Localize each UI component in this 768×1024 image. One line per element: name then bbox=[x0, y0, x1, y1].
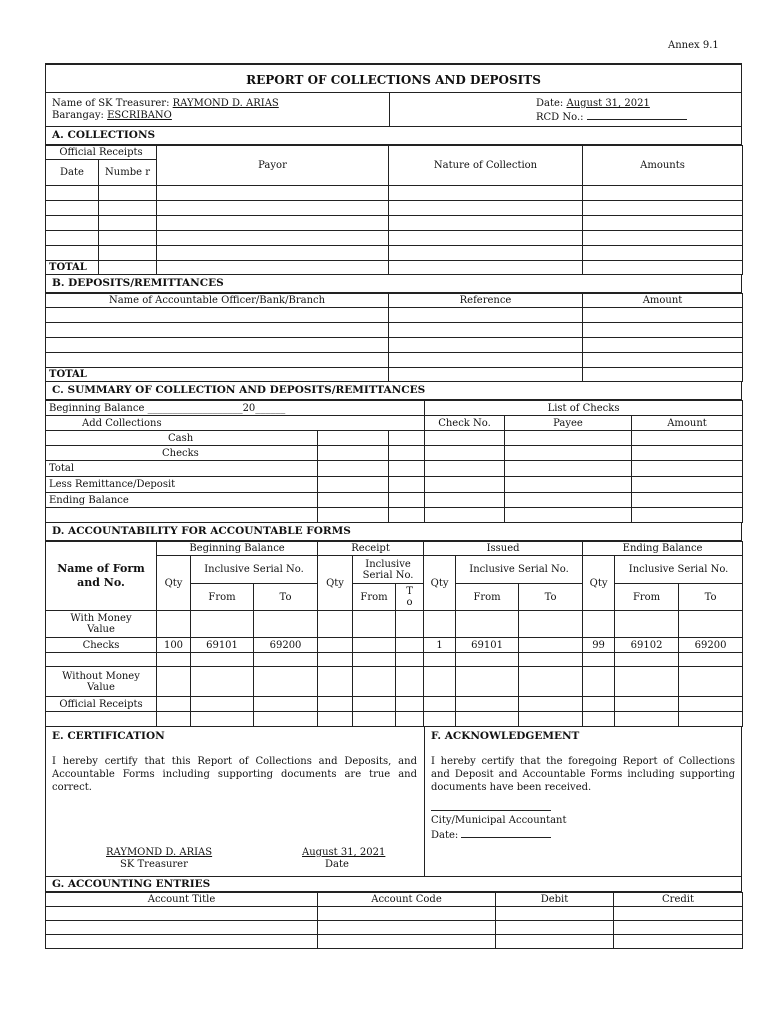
deposits-total-label: TOTAL bbox=[46, 368, 389, 382]
reference-header: Reference bbox=[389, 294, 583, 308]
acknowledgement-date-label: Date: bbox=[431, 830, 459, 841]
date-header: Date bbox=[46, 160, 99, 186]
treasurer-label: Name of SK Treasurer: bbox=[52, 98, 170, 109]
officer-header: Name of Accountable Officer/Bank/Branch bbox=[46, 294, 389, 308]
rcd-blank[interactable] bbox=[587, 110, 687, 120]
date-line bbox=[536, 98, 650, 109]
bb-qty: 100 bbox=[157, 638, 191, 653]
add-collections-label: Add Collections bbox=[46, 416, 425, 431]
nature-header: Nature of Collection bbox=[389, 146, 583, 186]
is-inclusive-header: Inclusive Serial No. bbox=[456, 556, 583, 584]
without-money-label: Without Money Value bbox=[46, 667, 157, 697]
collections-heading: A. COLLECTIONS bbox=[45, 127, 742, 145]
certification-heading: E. CERTIFICATION bbox=[52, 730, 165, 742]
payee-header: Payee bbox=[505, 416, 632, 431]
bb-qty-header: Qty bbox=[157, 556, 191, 611]
summary-table bbox=[45, 400, 743, 523]
is-to-header: To bbox=[519, 584, 583, 611]
check-no-header: Check No. bbox=[425, 416, 505, 431]
forms-heading: D. ACCOUNTABILITY FOR ACCOUNTABLE FORMS bbox=[45, 523, 742, 541]
header-info bbox=[45, 93, 742, 127]
summary-heading: C. SUMMARY OF COLLECTION AND DEPOSITS/REMITTANCES bbox=[45, 382, 742, 400]
list-of-checks-header: List of Checks bbox=[425, 401, 743, 416]
bb-to-header: To bbox=[254, 584, 318, 611]
treasurer-line bbox=[52, 98, 279, 109]
beginning-balance-line: Beginning Balance ___________________20______ bbox=[46, 401, 425, 416]
forms-table bbox=[45, 541, 743, 727]
is-from-header: From bbox=[456, 584, 519, 611]
check-amount-header: Amount bbox=[632, 416, 743, 431]
entries-table bbox=[45, 892, 743, 949]
official-receipts-header: Official Receipts bbox=[46, 146, 157, 160]
less-remittance-label: Less Remittance/Deposit bbox=[46, 477, 318, 493]
credit-header: Credit bbox=[614, 893, 743, 907]
checks-label: Checks bbox=[46, 446, 318, 461]
deposits-heading: B. DEPOSITS/REMITTANCES bbox=[45, 275, 742, 293]
account-code-header: Account Code bbox=[318, 893, 496, 907]
payor-header: Payor bbox=[157, 146, 389, 186]
eb-from-header: From bbox=[615, 584, 679, 611]
rc-qty-header: Qty bbox=[318, 556, 353, 611]
receipt-header: Receipt bbox=[318, 542, 424, 556]
certification-acknowledgement-box bbox=[45, 727, 742, 877]
eb-qty-header: Qty bbox=[583, 556, 615, 611]
summary-total-label: Total bbox=[46, 461, 318, 477]
beginning-balance-header: Beginning Balance bbox=[157, 542, 318, 556]
report-title: REPORT OF COLLECTIONS AND DEPOSITS bbox=[45, 63, 742, 93]
eb-to-header: To bbox=[679, 584, 743, 611]
certification-date-label: Date bbox=[325, 859, 349, 870]
checks-form-label: Checks bbox=[46, 638, 157, 653]
annex-label: Annex 9.1 bbox=[668, 40, 719, 51]
certification-signer: RAYMOND D. ARIAS bbox=[106, 847, 213, 858]
number-header: Numbe r bbox=[99, 160, 157, 186]
cash-label: Cash bbox=[46, 431, 318, 446]
is-from: 69101 bbox=[456, 638, 519, 653]
collections-table bbox=[45, 145, 743, 275]
collections-total-label: TOTAL bbox=[46, 261, 99, 275]
debit-header: Debit bbox=[496, 893, 614, 907]
certification-text: I hereby certify that this Report of Collections and Deposits, and Accountable Forms including supporting documents are true and correct. bbox=[52, 756, 417, 793]
certification-date: August 31, 2021 bbox=[302, 847, 386, 858]
barangay-label: Barangay: bbox=[52, 110, 104, 121]
account-title-header: Account Title bbox=[46, 893, 318, 907]
rc-inclusive-header: Inclusive Serial No. bbox=[353, 556, 424, 584]
rcd-line bbox=[536, 110, 687, 123]
entries-heading: G. ACCOUNTING ENTRIES bbox=[45, 877, 742, 892]
is-qty-header: Qty bbox=[424, 556, 456, 611]
bb-to: 69200 bbox=[254, 638, 318, 653]
report-form bbox=[45, 63, 742, 949]
acknowledgement-heading: F. ACKNOWLEDGEMENT bbox=[431, 730, 580, 742]
name-of-form-header: Name of Form and No. bbox=[46, 542, 157, 611]
acknowledgement-date-blank[interactable] bbox=[461, 828, 551, 838]
bb-inclusive-header: Inclusive Serial No. bbox=[191, 556, 318, 584]
bb-from-header: From bbox=[191, 584, 254, 611]
barangay-line bbox=[52, 110, 172, 121]
eb-qty: 99 bbox=[583, 638, 615, 653]
rcd-label: RCD No.: bbox=[536, 112, 584, 123]
accountant-label: City/Municipal Accountant bbox=[431, 815, 567, 826]
with-money-label: With Money Value bbox=[46, 611, 157, 638]
checks-form-row bbox=[46, 638, 743, 653]
deposit-amount-header: Amount bbox=[583, 294, 743, 308]
rc-to-header: T o bbox=[396, 584, 424, 611]
official-receipts-form-label: Official Receipts bbox=[46, 697, 157, 712]
rc-from-header: From bbox=[353, 584, 396, 611]
ending-balance-header: Ending Balance bbox=[583, 542, 743, 556]
is-qty: 1 bbox=[424, 638, 456, 653]
barangay-name: ESCRIBANO bbox=[107, 110, 172, 121]
deposits-table bbox=[45, 293, 743, 382]
date-value: August 31, 2021 bbox=[566, 98, 650, 109]
eb-inclusive-header: Inclusive Serial No. bbox=[615, 556, 743, 584]
accountant-signature-line[interactable] bbox=[431, 809, 551, 811]
bb-from: 69101 bbox=[191, 638, 254, 653]
eb-to: 69200 bbox=[679, 638, 743, 653]
eb-from: 69102 bbox=[615, 638, 679, 653]
issued-header: Issued bbox=[424, 542, 583, 556]
acknowledgement-text: I hereby certify that the foregoing Report of Collections and Deposit and Accountable Forms including supporting documents have been received. bbox=[431, 756, 735, 793]
certification-signer-title: SK Treasurer bbox=[120, 859, 188, 870]
treasurer-name: RAYMOND D. ARIAS bbox=[172, 98, 279, 109]
ending-balance-label: Ending Balance bbox=[46, 493, 318, 508]
acknowledgement-date-line bbox=[431, 828, 551, 841]
amounts-header: Amounts bbox=[583, 146, 743, 186]
date-label: Date: bbox=[536, 98, 564, 109]
